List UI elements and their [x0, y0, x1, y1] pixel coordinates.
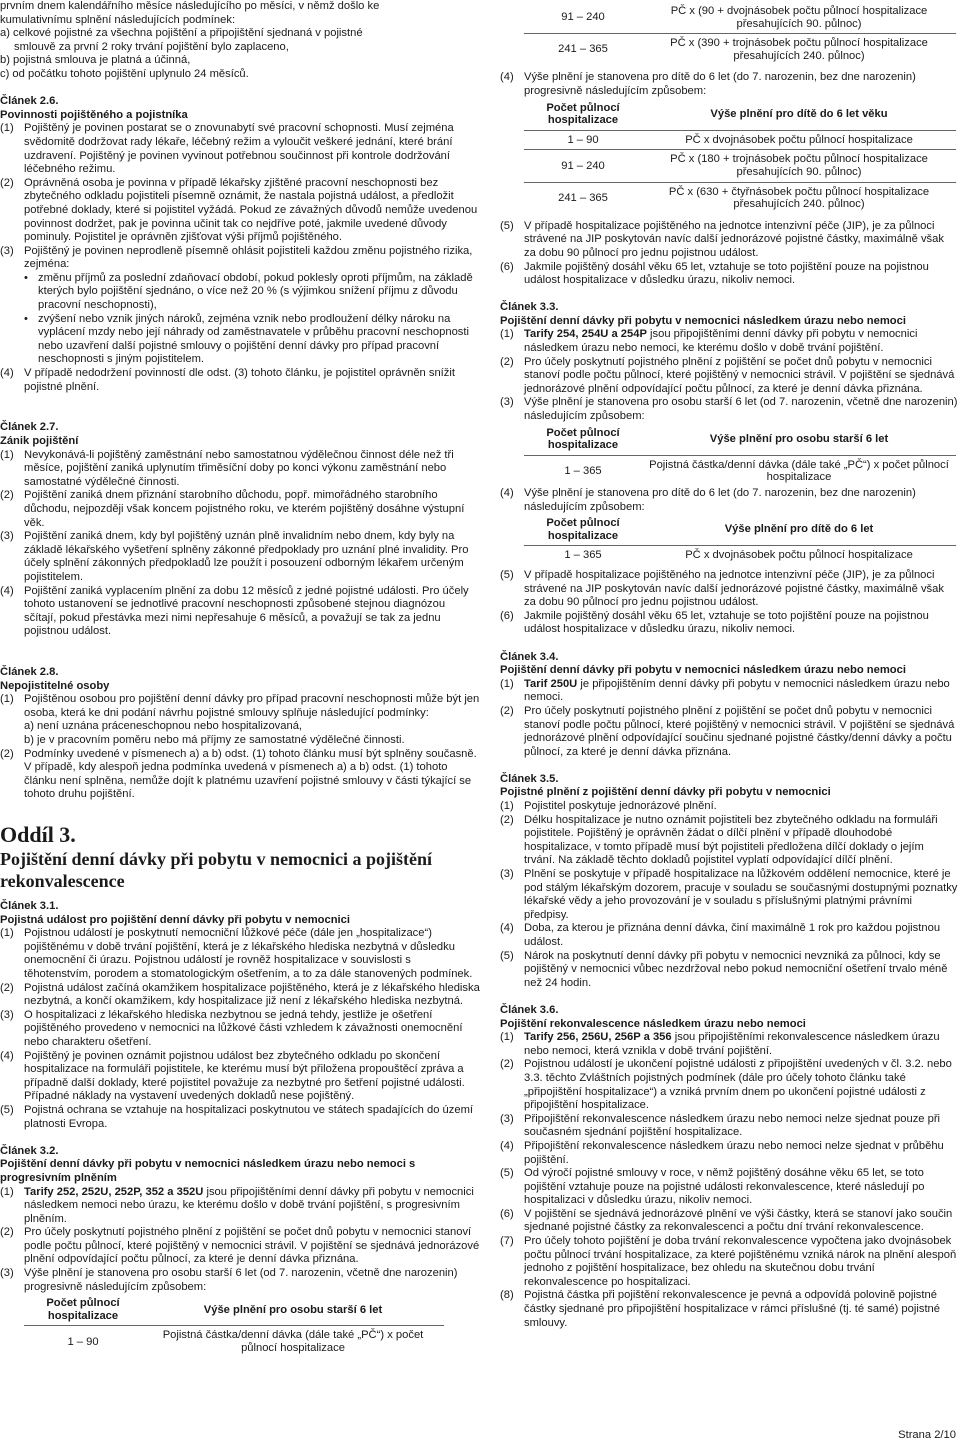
item-number: (2) [500, 813, 514, 826]
item-text: Pojištění zaniká dnem, kdy byl pojištěný uznán plně invalidním nebo dnem, kdy byly na základě lékařského vyšetření splněny zákonné předpoklady pro uznání plné invalidity. Pro účely splnění zákonných předpokladů lze použít i posouzení odborným lékařem určeným pojistitelem. [24, 530, 469, 583]
list-item [0, 693, 480, 720]
table-header: Počet půlnocí hospitalizace [524, 514, 642, 546]
list-item [0, 177, 480, 245]
item-number: (1) [0, 927, 14, 940]
benefit-table [24, 1294, 444, 1357]
table-cell: 241 – 365 [524, 34, 642, 66]
bullet-text: zvýšení nebo vznik jiných nároků, zejména vznik nebo prodloužení délky nároku na vyplácení mzdy nebo její náhrady od zaměstnavatele v průběhu pracovní neschopnosti nebo uzavření další pojistné smlouvy o pojištění denní dávky pro případ pracovní neschopnosti s jiným pojistitelem. [38, 312, 469, 366]
list-item [0, 982, 480, 1009]
table-header: Počet půlnocí hospitalizace [524, 424, 642, 456]
list-item [0, 1226, 480, 1267]
list-item [0, 1104, 480, 1131]
list-item [0, 1009, 480, 1050]
intro [0, 0, 480, 82]
list-item [500, 356, 958, 397]
table-header: Výše plnění pro dítě do 6 let [642, 514, 956, 546]
item-number: (3) [0, 530, 14, 543]
item-number: (2) [500, 1058, 514, 1071]
table-row [524, 34, 956, 66]
table-cell: 91 – 240 [561, 11, 605, 24]
table-header: Výše plnění pro osobu starší 6 let [642, 424, 956, 456]
table-cell: Pojistná částka/denní dávka (dále také „PČ“) x počet půlnocí hospitalizace [649, 458, 949, 484]
article-heading: Pojištění denní dávky při pobytu v nemocnici následkem úrazu nebo nemoci s progresivním plněním [0, 1158, 416, 1184]
sub-item: b) je v pracovním poměru nebo má příjmy ze samostatné výdělečné činnosti. [24, 734, 405, 747]
item-number: (6) [500, 1207, 514, 1220]
page-number: Strana 2/10 [898, 1429, 956, 1441]
item-number: (2) [0, 176, 14, 189]
item-text: Nárok na poskytnutí denní dávky při pobytu v nemocnici nevzniká za půlnoci, kdy se pojištěný v nemocnici vůbec nezdržoval nebo pokud nemocniční ošetření trvalo méně než 24 hodin. [524, 949, 948, 989]
bullet-icon: • [24, 312, 28, 325]
item-text [524, 1031, 958, 1058]
article-heading: Pojistná událost pro pojištění denní dávky při pobytu v nemocnici [0, 913, 350, 926]
item-number: (5) [500, 568, 514, 581]
item-number: (4) [0, 584, 14, 597]
item-number: (2) [0, 981, 14, 994]
list-item [500, 814, 958, 868]
item-text: O hospitalizaci z lékařského hlediska nezbytnou se jedná tehdy, jestliže je ošetření pojištěného provedeno v nemocnici na lůžkové části vzhledem k závažnosti onemocnění nebo charakteru ošetření. [24, 1008, 463, 1048]
item-number: (4) [0, 1049, 14, 1062]
item-text: Výše plnění je stanovena pro osobu starší 6 let (od 7. narozenin, včetně dne narozenin) následujícím způsobem: [524, 396, 958, 423]
article-title: Článek 2.6. [0, 95, 59, 108]
list-item [500, 569, 958, 610]
item-number: (2) [500, 704, 514, 717]
intro-line: smlouvě za první 2 roky trvání pojištění bylo zaplaceno, [14, 40, 289, 53]
list-item [500, 220, 958, 261]
list-item [500, 922, 958, 949]
list-item [500, 1167, 958, 1208]
list-item [500, 1058, 958, 1112]
item-number: (3) [500, 1112, 514, 1125]
table-cell: PČ x (180 + trojnásobek počtu půlnocí hospitalizace přesahujících 90. půlnoc) [642, 150, 956, 182]
item-text: Pro účely tohoto pojištění je doba trvání rekonvalescence vypočtena jako dvojnásobek počtu půlnocí trvání hospitalizace, za které pojištěnému vzniká nárok na plnění alespoň jednoho z pojištění hospitalizace, bez ohledu na skutečnou dobu trvání rekonvalescence po hospitalizaci. [524, 1235, 957, 1288]
list-item [500, 1235, 958, 1289]
item-number: (3) [500, 868, 514, 881]
list-item [0, 530, 480, 584]
article-title: Článek 3.3. [500, 301, 559, 314]
table-cell: 1 – 365 [564, 549, 602, 562]
item-number: (1) [500, 1031, 514, 1044]
item-text: Pojistná částka při pojištění rekonvalescence je pevná a odpovídá polovině pojistné částky sjednané pro připojištění hospitalizace v rámci příslušné (tj. té samé) pojistné smlouvy. [524, 1289, 940, 1329]
item-text: V případě nedodržení povinností dle odst. (3) tohoto článku, je pojistitel oprávněn snížit pojistné plnění. [24, 367, 455, 393]
list-item [0, 748, 480, 802]
item-text: Pojištění zaniká dnem přiznání starobního důchodu, popř. mimořádného starobního důchodu, nejpozději však koncem pojistného roku, ve kterém pojištěný dosáhne výstupní věk. [24, 489, 465, 529]
table-cell: 241 – 365 [524, 182, 642, 214]
table-row [524, 130, 956, 150]
article-heading: Zánik pojištění [0, 435, 79, 447]
item-text: Nevykonává-li pojištěný zaměstnání nebo samostatnou výdělečnou činnost déle než tři měsíce, pojištění zaniká uplynutím třiměsíční doby po konci výkonu zaměstnání nebo samostatné výdělečné činnosti. [24, 448, 454, 488]
item-text-rest: jsou připojištěními denní dávky při pobytu v nemocnici následkem úrazu nebo nemoci, ke kterému došlo v době trvání pojištění. [524, 328, 918, 355]
bullet-item [0, 313, 480, 367]
tariff-names: Tarify 252, 252U, 252P, 352 a 352U [24, 1185, 204, 1198]
item-text: Oprávněná osoba je povinna v případě lékařsky zjištěné pracovní neschopnosti bez zbytečného odkladu pojistiteli písemně oznámit, že nastala pojistná událost, a předložit potřebné doklady, které si pojistitel vyžádá. Pokud ze závažných důvodů nemůže uvedenou povinnost dodržet, pak je povinna učinit tak co nejdříve poté, jakmile uvedené důvody pominuly. Pojistitel je oprávněn zjišťovat výši příjmů pojištěného. [24, 176, 478, 244]
item-text-rest: jsou připojištěními denní dávky při pobytu v nemocnici následkem nemoci nebo úrazu, ke kterému došlo v době trvání pojištění, s progresivním plněním. [24, 1185, 474, 1225]
article-heading: Pojištění denní dávky při pobytu v nemocnici následkem úrazu nebo nemoci [500, 664, 906, 677]
item-text: Jakmile pojištěný dosáhl věku 65 let, vztahuje se toto pojištění pouze na pojistnou událost hospitalizace v důsledku úrazu, nikoliv nemoci. [524, 260, 929, 287]
item-text: Pro účely poskytnutí pojistného plnění z pojištění se počet dnů pobytu v nemocnici stanoví podle počtu půlnocí, které pojištěný v nemocnici strávil. V pojištění se sjednává jednorázové plnění odpovídající počtu půlnocí, za které je denní dávka přiznána. [24, 1226, 480, 1266]
item-number: (1) [500, 677, 514, 690]
item-text: Pojištěný je povinen oznámit pojistnou událost bez zbytečného odkladu po skončení hospitalizace na formuláři pojistitele, ke kterému musí být přiložena propouštěcí zpráva a případně další doklady, které pojistitel považuje za nezbytné pro šetření pojistné události. Případné náklady na vystavení uvedených dokladů nese pojištěný. [24, 1049, 465, 1103]
list-item [0, 245, 480, 272]
list-item [500, 1031, 958, 1058]
right-column [500, 0, 958, 1330]
list-item [500, 678, 958, 705]
table-cell: PČ x (90 + dvojnásobek počtu půlnocí hospitalizace přesahujících 90. půlnoc) [670, 5, 928, 30]
item-text: Doba, za kterou je přiznána denní dávka, činí maximálně 1 rok pro každou pojistnou událost. [524, 922, 941, 948]
bullet-icon: • [24, 271, 28, 284]
list-item [500, 487, 958, 514]
table-cell: PČ x dvojnásobek počtu půlnocí hospitalizace [685, 133, 913, 146]
intro-line: c) od počátku tohoto pojištění uplynulo 24 měsíců. [0, 67, 249, 80]
table-cell: PČ x (630 + čtyřnásobek počtu půlnocí hospitalizace přesahujících 240. půlnoc) [642, 182, 956, 214]
list-item [500, 1113, 958, 1140]
table-header: Výše plnění pro dítě do 6 let věku [642, 99, 956, 131]
item-text: Pojistná ochrana se vztahuje na hospitalizaci poskytnutou ve státech spadajících do území platnosti Evropa. [24, 1103, 474, 1130]
table-row [524, 182, 956, 214]
table-row [524, 150, 956, 182]
list-item [0, 585, 480, 639]
article-heading: Povinnosti pojištěného a pojistníka [0, 108, 188, 121]
article-heading: Pojištění rekonvalescence následkem úrazu nebo nemoci [500, 1017, 806, 1030]
item-number: (2) [0, 1226, 14, 1239]
list-item [0, 1050, 480, 1104]
table-cell: PČ x (390 + trojnásobek počtu půlnocí hospitalizace přesahujících 240. půlnoc) [642, 34, 956, 66]
item-text: Výše plnění je stanovena pro osobu starší 6 let (od 7. narozenin, včetně dne narozenin) progresivně následujícím způsobem: [24, 1267, 458, 1293]
table-cell: 1 – 90 [567, 133, 599, 146]
list-item [500, 1289, 958, 1330]
item-number: (3) [0, 1008, 14, 1021]
item-text: Připojištění rekonvalescence následkem úrazu nebo nemoci nelze sjednat pouze při současném sjednání pojištění hospitalizace. [524, 1112, 941, 1139]
article-title: Článek 2.7. [0, 421, 59, 434]
article-title: Článek 2.8. [0, 666, 59, 679]
list-item [500, 950, 958, 991]
item-number: (6) [500, 609, 514, 622]
item-number: (4) [500, 922, 514, 935]
item-text: Pojištěnou osobou pro pojištění denní dávky pro případ pracovní neschopnosti může být jen osoba, která ke dni podání návrhu pojistné smlouvy splňuje následující podmínky: [24, 693, 480, 719]
item-text: Pojistnou událostí je poskytnutí nemocniční lůžkové péče (dále jen „hospitalizace“) pojištěnému v době trvání pojištění, která je z lékařského hlediska nezbytná v důsledku onemocnění či úrazu. Pojistnou událostí je rovněž hospitalizace v souvislosti s těhotenstvím, porodem a stomatologickým ošetřením, a to za dále stanovených podmínek. [24, 927, 473, 980]
item-text: V případě hospitalizace pojištěného na jednotce intenzivní péče (JIP), je za půlnoci strávené na JIP poskytován navíc další jednorázové pojistné částky, maximálně však za dobu 90 půlnocí pro jednu pojistnou událost. [524, 568, 944, 609]
item-number: (2) [0, 747, 14, 760]
list-item [0, 1186, 480, 1227]
item-text: Výše plnění je stanovena pro dítě do 6 let (do 7. narozenin, bez dne narozenin) progresivně následujícím způsobem: [524, 71, 916, 97]
item-text [24, 1186, 480, 1227]
item-text: Podmínky uvedené v písmenech a) a b) odst. (1) tohoto článku musí být splněny současně. V případě, kdy alespoň jedna podmínka uvedená v písmenech a) a b) odst. (1) tohoto článku není splněna, nemůže dojít k platnému uzavření pojistné smlouvy v části týkající se tohoto druhu pojištění. [24, 747, 477, 801]
item-number: (3) [0, 244, 14, 257]
benefit-table-child [524, 514, 956, 565]
item-text: Jakmile pojištěný dosáhl věku 65 let, vztahuje se toto pojištění pouze na pojistnou událost hospitalizace v důsledku úrazu, nikoliv nemoci. [524, 609, 929, 636]
item-text: Pro účely poskytnutí pojistného plnění z pojištění se počet dnů pobytu v nemocnici stanoví podle počtu půlnocí, které pojištěný v nemocnici strávil. V pojištění se sjednává jednorázové plnění odpovídající součinu sjednané pojistné částky/denní dávky a počtu půlnocí, za které je denní dávka přiznána. [524, 704, 955, 758]
article-heading: Pojištění denní dávky při pobytu v nemocnici následkem úrazu nebo nemoci [500, 314, 906, 327]
intro-line: a) celkové pojistné za všechna pojištění a připojištění sjednaná v pojistné [0, 27, 363, 40]
item-text: Pro účely poskytnutí pojistného plnění z pojištění se počet dnů pobytu v nemocnici stanoví podle počtu půlnocí, které pojištěný v nemocnici strávil. V pojištění se sjednává jednorázové plnění odpovídající počtu půlnocí, za které je denní dávka přiznána. [524, 355, 955, 395]
article-title: Článek 3.6. [500, 1003, 559, 1016]
item-text: V pojištění se sjednává jednorázové plnění ve výši částky, která se stanoví jako součin sjednané pojistné částky za rekonvalescenci a počtu dní trvání rekonvalescence. [524, 1207, 953, 1234]
article-heading: Nepojistitelné osoby [0, 679, 110, 692]
item-number: (5) [500, 1167, 514, 1180]
article-title: Článek 3.2. [0, 1144, 59, 1157]
list-item [0, 449, 480, 490]
table-row [524, 546, 956, 565]
table-header: Výše plnění pro osobu starší 6 let [142, 1294, 444, 1326]
table-cell: PČ x dvojnásobek počtu půlnocí hospitalizace [685, 549, 913, 562]
intro-line: prvním dnem kalendářního měsíce následujícího po měsíci, v němž došlo ke [0, 0, 380, 12]
tariff-names: Tarify 254, 254U a 254P [524, 328, 647, 341]
list-item [500, 261, 958, 288]
child-benefit-table [524, 99, 956, 214]
article-title: Článek 3.1. [0, 900, 59, 913]
item-text: Pojistitel poskytuje jednorázové plnění. [524, 800, 717, 813]
list-item [500, 705, 958, 759]
item-text [524, 328, 958, 355]
section-number: Oddíl 3. [0, 822, 76, 848]
item-text: Pojištění zaniká vyplacením plnění za dobu 12 měsíců z jedné pojistné události. Pro účely tohoto ustanovení se jednotlivé pracovní neschopnosti způsobené stejnou diagnózou sčítají, pokud přestávka mezi nimi nepřesahuje 6 měsíců, a považují se tak za jednu pojistnou událost. [24, 584, 469, 638]
item-number: (5) [500, 219, 514, 232]
item-text: Pojištěný je povinen postarat se o znovunabytí své pracovní schopnosti. Musí zejména svědomitě dodržovat rady lékaře, léčebný režim a vyloučit veškeré jednání, které brání uzdravení. Pojištěný je povinen vyvinout potřebnou součinnost při kontrole dodržování léčebného režimu. [24, 122, 454, 176]
item-text-rest: je připojištěním denní dávky při pobytu v nemocnici následkem úrazu nebo nemoci. [524, 677, 950, 704]
item-text: V případě hospitalizace pojištěného na jednotce intenzivní péče (JIP), je za půlnoci strávené na JIP poskytován navíc další jednorázové pojistné částky, maximálně však za dobu 90 půlnocí pro jednu pojistnou událost. [524, 219, 944, 259]
item-number: (5) [0, 1103, 14, 1116]
item-text: Od výročí pojistné smlouvy v roce, v němž pojištěný dosáhne věku 65 let, se toto pojištění vztahuje pouze na pojistné události rekonvalescence, které následují po hospitalizaci v důsledku úrazu, nikoliv nemoci. [524, 1167, 925, 1207]
article-title: Článek 3.5. [500, 772, 559, 785]
list-item [500, 1208, 958, 1235]
list-item [0, 122, 480, 176]
item-number: (4) [500, 487, 514, 499]
intro-line: kumulativnímu splnění následujících podmínek: [0, 13, 236, 26]
tariff-names: Tarif 250U [524, 677, 578, 690]
list-item [500, 1140, 958, 1167]
item-text: Plnění se poskytuje v případě hospitalizace na lůžkovém oddělení nemocnice, které je pod stálým lékařským dozorem, pracuje v souladu se současnými dostupnými poznatky lékařské vědy a jeho provozování je v souladu s příslušnými platnými právními předpisy. [524, 868, 958, 921]
bullet-text: změnu příjmů za poslední zdaňovací období, pokud poklesly oproti příjmům, na základě kterých bylo pojištění sjednáno, o více než 20 % (s výjimkou snížení příjmu z důvodu pracovní neschopnosti), [38, 271, 473, 312]
item-number: (4) [500, 71, 514, 84]
item-number: (3) [0, 1267, 14, 1280]
benefit-table-adult [524, 424, 956, 487]
list-item [500, 800, 958, 814]
list-item [500, 71, 958, 98]
item-text: Pojistnou událostí je ukončení pojistné události z připojištění uvedených v čl. 3.2. nebo 3.3. těchto Zvláštních pojistných podmínek (dále pro účely tohoto článku také „připojištění hospitalizace“) a vzniká prvním dnem po ukončení pojistné události z připojištění hospitalizace. [524, 1058, 952, 1112]
left-column [0, 0, 480, 1358]
item-number: (4) [500, 1139, 514, 1152]
benefit-table-continued [524, 2, 956, 65]
table-cell: Pojistná částka/denní dávka (dále také „PČ“) x počet půlnocí hospitalizace [162, 1329, 424, 1355]
item-text: Připojištění rekonvalescence následkem úrazu nebo nemoci nelze sjednat v průběhu pojištění. [524, 1139, 944, 1166]
list-item [0, 489, 480, 530]
list-item [0, 1267, 480, 1294]
item-text [524, 678, 958, 705]
intro-line: b) pojistná smlouva je platná a účinná, [0, 54, 191, 67]
item-number: (6) [500, 260, 514, 273]
item-text: Výše plnění je stanovena pro dítě do 6 let (do 7. narozenin, bez dne narozenin) následujícím způsobem: [524, 487, 916, 513]
table-cell: 1 – 90 [67, 1335, 99, 1348]
bullet-item [0, 272, 480, 313]
article-title: Článek 3.4. [500, 650, 559, 663]
table-header: Počet půlnocí hospitalizace [524, 99, 642, 131]
table-cell: 91 – 240 [524, 150, 642, 182]
item-text: Pojištěný je povinen neprodleně písemně ohlásit pojistiteli každou změnu pojistného rizika, zejména: [24, 244, 473, 271]
item-number: (7) [500, 1235, 514, 1248]
item-text-rest: jsou připojištěními rekonvalescence následkem úrazu nebo nemoci, která vznikla v době trvání pojištění. [524, 1031, 940, 1057]
table-cell: 1 – 365 [564, 465, 602, 478]
item-number: (1) [0, 122, 14, 135]
section-title: Pojištění denní dávky při pobytu v nemocnici a pojištění rekonvalescence [0, 849, 433, 892]
list-item [500, 328, 958, 355]
list-item [0, 927, 480, 981]
table-row [524, 2, 956, 34]
item-number: (1) [500, 800, 514, 813]
item-number: (1) [0, 1185, 14, 1198]
item-number: (8) [500, 1289, 514, 1302]
item-text: Pojistná událost začíná okamžikem hospitalizace pojištěného, která je z lékařského hlediska nezbytná, a končí okamžikem, kdy hospitalizace již není z lékařského hlediska nezbytná. [24, 981, 480, 1008]
item-number: (2) [0, 489, 14, 502]
item-number: (3) [500, 396, 514, 409]
article-heading: Pojistné plnění z pojištění denní dávky při pobytu v nemocnici [500, 786, 831, 799]
item-number: (5) [500, 949, 514, 962]
list-item [500, 396, 958, 423]
sub-item: a) není uznána práceneschopnou nebo hospitalizovaná, [24, 720, 303, 733]
item-number: (2) [500, 355, 514, 368]
list-item [500, 610, 958, 637]
tariff-names: Tarify 256, 256U, 256P a 356 [524, 1031, 672, 1044]
item-number: (1) [0, 448, 14, 461]
table-row [524, 455, 956, 487]
item-text: Délku hospitalizace je nutno oznámit pojistiteli bez zbytečného odkladu na formuláři pojistitele. Pojištěný je oprávněn žádat o dílčí plnění v případě dlouhodobé hospitalizace, v tomto případě musí být pojistiteli předložena dílčí doklady o jejím trvání. Na základě těchto dokladů pojistitel vyplatí odpovídající dílčí plnění. [524, 813, 938, 867]
item-number: (4) [0, 367, 14, 380]
table-header: Počet půlnocí hospitalizace [24, 1294, 142, 1326]
list-item [500, 868, 958, 922]
list-item [0, 367, 480, 394]
item-number: (1) [0, 693, 14, 706]
item-number: (1) [500, 328, 514, 341]
